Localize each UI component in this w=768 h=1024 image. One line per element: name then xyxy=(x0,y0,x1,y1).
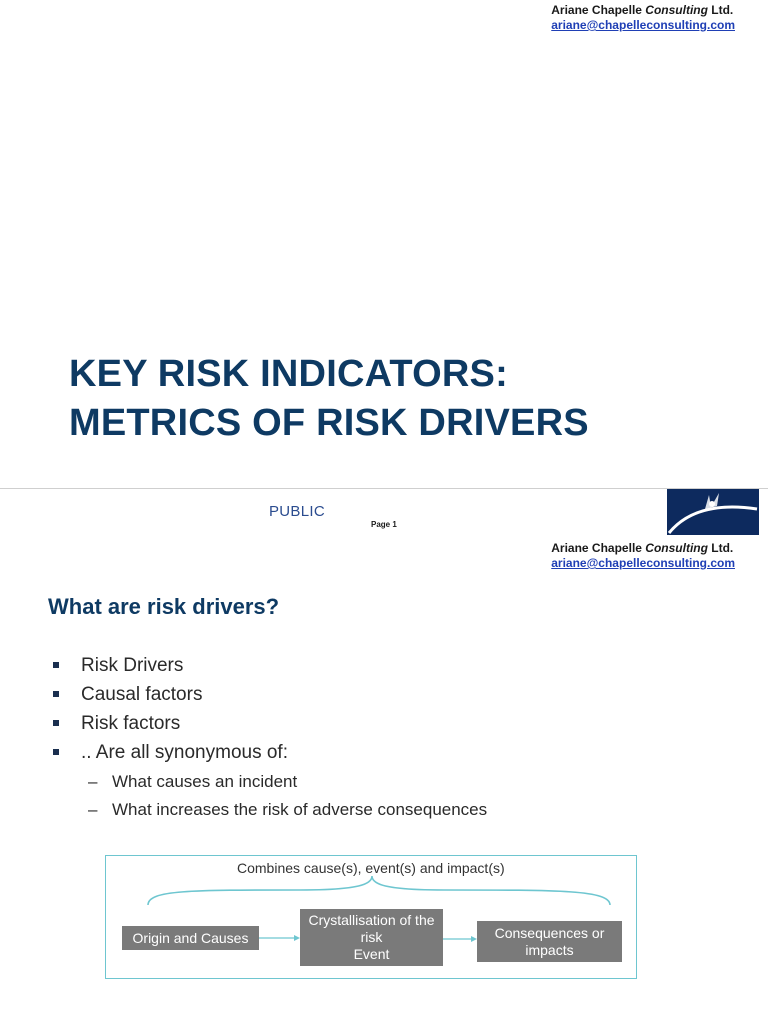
list-item: Causal factors xyxy=(53,680,288,709)
list-item: Risk factors xyxy=(53,709,288,738)
bullet-square-icon xyxy=(53,691,59,697)
crystallisation-box: Crystallisation of the risk Event xyxy=(300,909,443,966)
bullet-list xyxy=(53,651,288,767)
company-header-bottom xyxy=(551,541,735,571)
email-link[interactable]: ariane@chapelleconsulting.com xyxy=(551,556,735,570)
list-item: – What causes an incident xyxy=(88,768,487,796)
company-name: Ariane Chapelle Consulting Ltd. xyxy=(551,541,734,555)
classification-label: PUBLIC xyxy=(269,503,325,520)
sub-bullet-list xyxy=(88,768,487,824)
company-logo xyxy=(667,489,759,535)
company-name: Ariane Chapelle Consulting Ltd. xyxy=(551,3,734,17)
email-link[interactable]: ariane@chapelleconsulting.com xyxy=(551,18,735,32)
bullet-square-icon xyxy=(53,662,59,668)
dash-icon: – xyxy=(88,800,98,819)
slide-divider xyxy=(0,488,768,489)
page-number: Page 1 xyxy=(371,520,397,529)
consequences-box: Consequences or impacts xyxy=(477,921,622,962)
slide-title: KEY RISK INDICATORS: METRICS OF RISK DRIVERS xyxy=(69,353,589,444)
bullet-square-icon xyxy=(53,749,59,755)
dash-icon: – xyxy=(88,772,98,791)
slide-heading: What are risk drivers? xyxy=(48,594,280,619)
list-item: – What increases the risk of adverse consequences xyxy=(88,796,487,824)
bullet-square-icon xyxy=(53,720,59,726)
list-item: Risk Drivers xyxy=(53,651,288,680)
origin-causes-box: Origin and Causes xyxy=(122,926,259,950)
brace-label: Combines cause(s), event(s) and impact(s) xyxy=(237,860,505,876)
company-header-top xyxy=(551,3,735,33)
list-item: .. Are all synonymous of: xyxy=(53,738,288,767)
